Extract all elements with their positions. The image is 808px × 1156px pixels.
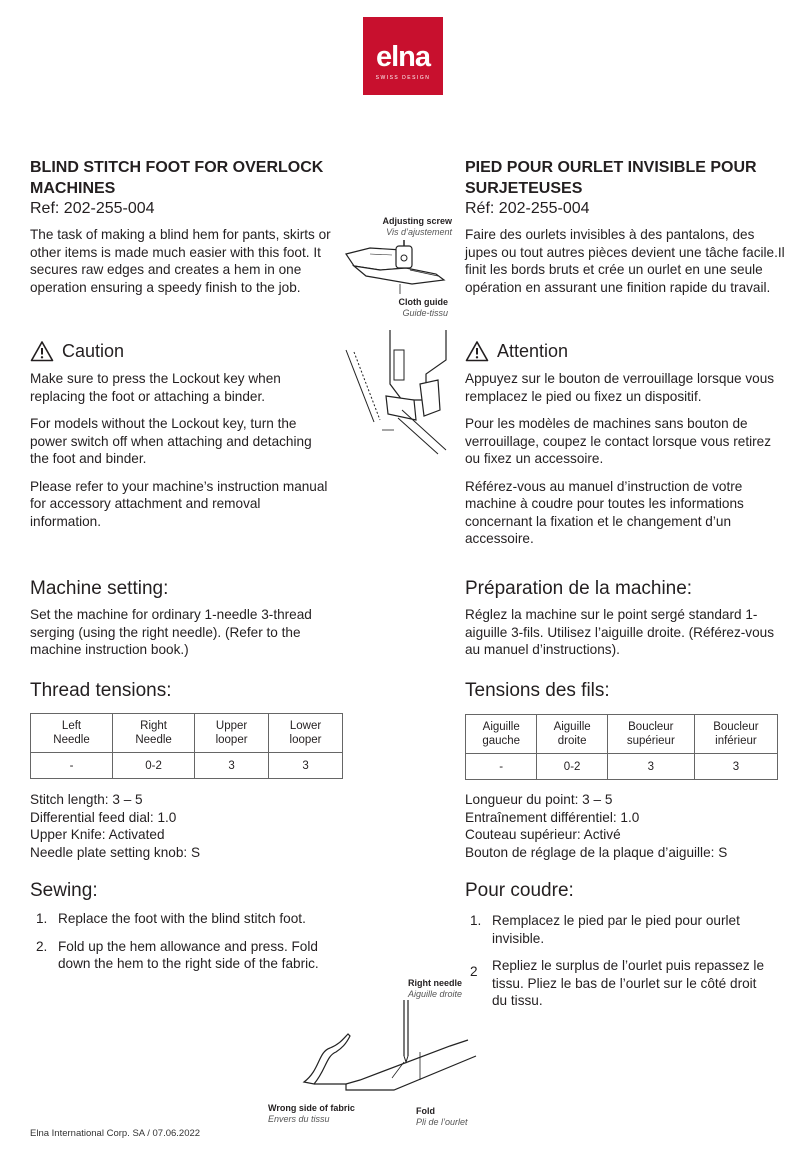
table-header: Upper looper — [195, 714, 269, 753]
caption-fr: Vis d’ajustement — [386, 227, 452, 237]
fabric-fold-illustration — [300, 1000, 480, 1100]
footer: Elna International Corp. SA / 07.06.2022 — [30, 1128, 201, 1139]
table-cell: 3 — [269, 753, 343, 779]
en-tension-heading: Thread tensions: — [30, 680, 172, 701]
brand-tagline: SWISS DESIGN — [375, 75, 431, 81]
fr-steps — [470, 912, 775, 1020]
fr-caution-p2: Pour les modèles de machines sans bouton de verrouillage, coupez le contact lorsque vous retirez ou fixez un accessoire. — [465, 416, 772, 466]
table-header-row — [466, 715, 778, 754]
table-cell: 3 — [607, 754, 694, 780]
table-cell: 0-2 — [113, 753, 195, 779]
table-cell: - — [466, 754, 537, 780]
right-needle-caption — [390, 978, 462, 1000]
fr-caution-title: Attention — [497, 341, 569, 361]
caption-en: Cloth guide — [398, 297, 448, 307]
en-steps — [36, 910, 336, 983]
setting-line: Entraînement différentiel: 1.0 — [465, 809, 640, 825]
fr-machine-heading: Préparation de la machine: — [465, 578, 693, 599]
wrong-side-caption — [268, 1103, 368, 1125]
en-title-line2: MACHINES — [30, 180, 116, 197]
fr-settings — [465, 791, 795, 861]
en-title-line1: BLIND STITCH FOOT FOR OVERLOCK — [30, 159, 324, 176]
fr-title-line1: PIED POUR OURLET INVISIBLE POUR — [465, 159, 757, 176]
table-header: Left Needle — [31, 714, 113, 753]
warning-icon — [465, 340, 489, 362]
overlock-machine-illustration — [342, 330, 450, 455]
en-caution-title: Caution — [62, 341, 125, 361]
en-caution-p3: Please refer to your machine’s instruction manual for accessory attachment and removal information. — [30, 478, 328, 529]
caption-fr: Guide-tissu — [402, 308, 448, 318]
fr-machine-text: Réglez la machine sur le point sergé standard 1-aiguille 3-fils. Utilisez l’aiguille droite. (Référez-vous au manuel d’instructions). — [465, 607, 774, 657]
en-tension-table — [30, 713, 343, 779]
blind-stitch-foot-illustration — [340, 240, 450, 295]
fr-title-line2: SURJETEUSES — [465, 180, 583, 197]
setting-line: Couteau supérieur: Activé — [465, 827, 621, 842]
table-header: Lower looper — [269, 714, 343, 753]
fold-caption — [416, 1106, 496, 1128]
cloth-guide-caption — [380, 297, 448, 319]
en-title-block — [30, 157, 350, 219]
caption-fr: Envers du tissu — [268, 1114, 330, 1124]
step-number: 1. — [470, 913, 482, 928]
table-header: Aiguille droite — [537, 715, 607, 754]
en-caution-p2: For models without the Lockout key, turn the power switch off when attaching and detaching the foot and binder. — [30, 416, 312, 466]
caption-en: Fold — [416, 1106, 435, 1116]
caption-en: Right needle — [407, 978, 462, 988]
step-number: 2 — [470, 964, 478, 979]
setting-line: Longueur du point: 3 – 5 — [465, 792, 613, 807]
setting-line: Upper Knife: Activated — [30, 827, 165, 842]
en-ref: Ref: 202-255-004 — [30, 200, 155, 217]
step-text: Replace the foot with the blind stitch foot. — [58, 911, 306, 926]
setting-line: Bouton de réglage de la plaque d’aiguille: S — [465, 844, 728, 860]
fr-title-block — [465, 157, 785, 219]
warning-icon — [30, 340, 54, 362]
table-cell: - — [31, 753, 113, 779]
step-text: Fold up the hem allowance and press. Fold down the hem to the right side of the fabric. — [58, 938, 319, 971]
table-header: Aiguille gauche — [466, 715, 537, 754]
fr-intro: Faire des ourlets invisibles à des pantalons, des jupes ou tout autres pièces devient une tâche facile.Il finit les bords bruts et crée un ourlet en une seule opération en assurant une finition rapide du travail. — [465, 227, 785, 295]
en-caution-heading — [30, 340, 124, 362]
en-settings — [30, 791, 350, 861]
caption-en: Adjusting screw — [382, 216, 452, 226]
brand-name: elna — [375, 41, 431, 73]
caption-fr: Pli de l’ourlet — [416, 1117, 468, 1127]
table-cell: 3 — [195, 753, 269, 779]
step-number: 1. — [36, 911, 48, 926]
en-caution-body — [30, 370, 330, 540]
fr-caution-p1: Appuyez sur le bouton de verrouillage lorsque vous remplacez le pied ou fixez un dispositif. — [465, 371, 775, 404]
adjusting-screw-caption — [370, 216, 452, 238]
setting-line: Stitch length: 3 – 5 — [30, 792, 143, 807]
table-row — [31, 753, 343, 779]
list-item — [470, 957, 775, 1010]
en-machine-text: Set the machine for ordinary 1-needle 3-thread serging (using the right needle). (Refer to the machine instruction book.) — [30, 607, 312, 657]
en-caution-p1: Make sure to press the Lockout key when replacing the foot or attaching a binder. — [30, 371, 281, 404]
elna-logo — [363, 17, 443, 95]
table-cell: 0-2 — [537, 754, 607, 780]
en-machine-heading: Machine setting: — [30, 578, 169, 599]
fr-caution-body — [465, 370, 785, 558]
list-item — [470, 912, 775, 947]
fr-caution-p3: Référez-vous au manuel d’instruction de votre machine à coudre pour toutes les informations concernant la fixation et le changement d’un accessoire. — [465, 478, 744, 546]
step-number: 2. — [36, 938, 48, 954]
table-cell: 3 — [694, 754, 777, 780]
setting-line: Differential feed dial: 1.0 — [30, 809, 177, 825]
fr-tension-table — [465, 714, 778, 780]
en-sewing-heading: Sewing: — [30, 880, 98, 901]
list-item — [36, 910, 336, 928]
fr-ref: Réf: 202-255-004 — [465, 200, 590, 217]
table-header-row — [31, 714, 343, 753]
step-text: Repliez le surplus de l’ourlet puis repassez le tissu. Pliez le bas de l’ourlet sur le côté droit du tissu. — [492, 958, 765, 1008]
caption-fr: Aiguille droite — [407, 989, 462, 999]
fr-sewing-heading: Pour coudre: — [465, 880, 574, 901]
en-intro: The task of making a blind hem for pants, skirts or other items is made much easier with this foot. It secures raw edges and creates a hem in one operation ensuring a speedy finish to the job. — [30, 227, 331, 295]
setting-line: Needle plate setting knob: S — [30, 844, 201, 860]
table-header: Boucleur supérieur — [607, 715, 694, 754]
fr-caution-heading — [465, 340, 568, 362]
table-row — [466, 754, 778, 780]
table-header: Right Needle — [113, 714, 195, 753]
list-item — [36, 938, 336, 973]
fr-tension-heading: Tensions des fils: — [465, 680, 610, 701]
table-header: Boucleur inférieur — [694, 715, 777, 754]
step-text: Remplacez le pied par le pied pour ourlet invisible. — [492, 913, 740, 946]
caption-en: Wrong side of fabric — [268, 1103, 355, 1113]
